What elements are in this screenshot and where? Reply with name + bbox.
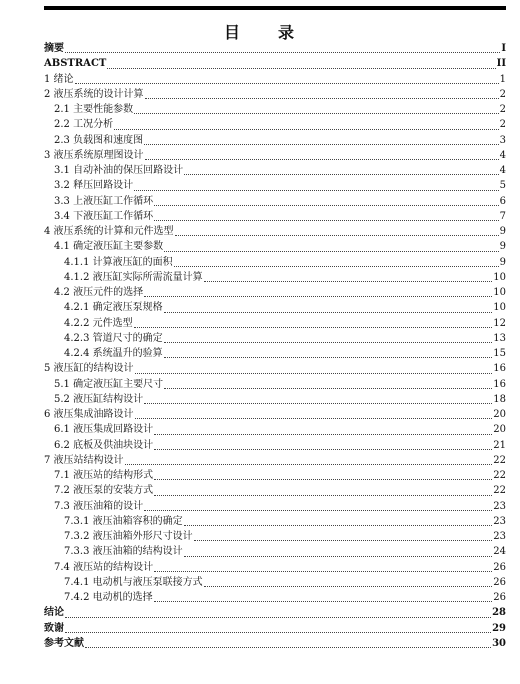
toc-leader-dots — [184, 555, 493, 557]
toc-leader-dots — [65, 631, 491, 633]
toc-leader-dots — [65, 51, 500, 53]
toc-leader-dots — [144, 509, 492, 511]
toc-entry[interactable] — [44, 178, 506, 193]
toc-entry-title: 6.1 液压集成回路设计 — [54, 424, 154, 436]
toc-entry[interactable] — [44, 56, 506, 71]
toc-entry-page: 9 — [499, 241, 506, 253]
toc-entry-page: 28 — [492, 607, 506, 619]
toc-entry-title: 3.1 自动补油的保压回路设计 — [54, 165, 184, 176]
toc-leader-dots — [175, 234, 499, 236]
toc-leader-dots — [107, 67, 495, 69]
toc-entry-page: 9 — [499, 226, 506, 237]
toc-entry-page: I — [501, 43, 506, 54]
toc-leader-dots — [154, 600, 493, 602]
toc-entry-title: 5.1 确定液压缸主要尺寸 — [54, 378, 164, 390]
toc-entry[interactable] — [44, 514, 506, 529]
toc-leader-dots — [164, 341, 493, 343]
toc-entry[interactable] — [44, 102, 506, 117]
table-of-contents — [44, 41, 506, 651]
toc-entry-page: 22 — [493, 470, 506, 481]
toc-leader-dots — [154, 219, 499, 221]
toc-entry[interactable] — [44, 468, 506, 483]
toc-leader-dots — [134, 112, 499, 114]
toc-entry-title: 7.1 液压站的结构形式 — [54, 470, 154, 481]
toc-entry-page: 23 — [493, 515, 506, 527]
toc-leader-dots — [125, 463, 493, 465]
toc-entry-title: 7.3.2 液压油箱外形尺寸设计 — [64, 531, 193, 542]
toc-entry-title: 致谢 — [44, 622, 64, 634]
toc-entry[interactable] — [44, 316, 506, 331]
toc-entry-title: 1 绪论 — [44, 73, 74, 85]
toc-entry[interactable] — [44, 87, 506, 102]
toc-entry-title: 7.3.1 液压油箱容积的确定 — [64, 515, 183, 527]
toc-entry-title: 4.1 确定液压缸主要参数 — [54, 241, 164, 253]
toc-leader-dots — [184, 524, 493, 526]
toc-entry-page: 12 — [493, 317, 506, 329]
toc-leader-dots — [135, 372, 493, 374]
toc-leader-dots — [204, 585, 493, 587]
toc-entry-page: II — [496, 58, 506, 70]
toc-entry[interactable] — [44, 117, 506, 132]
toc-leader-dots — [114, 128, 499, 130]
toc-entry-page: 15 — [493, 348, 506, 359]
toc-entry[interactable] — [44, 590, 506, 605]
toc-leader-dots — [85, 646, 491, 648]
toc-entry-title: 6 液压集成油路设计 — [44, 409, 134, 420]
toc-entry-title: 7.4 液压站的结构设计 — [54, 561, 154, 573]
toc-entry-title: 2.2 工况分析 — [54, 119, 114, 131]
toc-entry-page: 9 — [499, 256, 506, 268]
toc-entry-title: 7 液压站结构设计 — [44, 454, 124, 466]
toc-entry-title: 4.1.1 计算液压缸的面积 — [64, 256, 173, 268]
toc-leader-dots — [154, 433, 492, 435]
toc-entry[interactable] — [44, 499, 506, 514]
toc-entry-page: 24 — [493, 546, 506, 558]
toc-entry[interactable] — [44, 560, 506, 575]
toc-leader-dots — [184, 173, 499, 175]
toc-entry[interactable] — [44, 331, 506, 346]
toc-entry-page: 26 — [493, 576, 506, 588]
toc-entry[interactable] — [44, 255, 506, 270]
toc-leader-dots — [154, 204, 499, 206]
toc-entry-title: 4.2.2 元件选型 — [64, 317, 133, 329]
toc-entry-page: 20 — [493, 424, 506, 436]
toc-leader-dots — [145, 158, 499, 160]
toc-entry-title: 4.1.2 液压缸实际所需流量计算 — [64, 271, 203, 283]
toc-leader-dots — [154, 448, 492, 450]
toc-leader-dots — [144, 402, 492, 404]
toc-entry[interactable] — [44, 346, 506, 361]
toc-leader-dots — [194, 539, 493, 541]
toc-entry-title: 4.2 液压元件的选择 — [54, 287, 144, 298]
toc-entry-title: 4.2.3 管道尺寸的确定 — [64, 332, 163, 344]
toc-entry[interactable] — [44, 209, 506, 224]
toc-entry-page: 20 — [493, 409, 506, 420]
toc-entry-title: 3.4 下液压缸工作循环 — [54, 210, 154, 222]
title-char-right: 录 — [278, 23, 297, 42]
toc-leader-dots — [135, 417, 493, 419]
toc-leader-dots — [164, 387, 492, 389]
toc-entry-page: 18 — [493, 393, 506, 405]
toc-entry-title: 2.3 负载图和速度图 — [54, 134, 144, 146]
toc-entry-page: 2 — [499, 88, 506, 100]
toc-entry-title: 3 液压系统原理图设计 — [44, 149, 144, 161]
toc-entry[interactable] — [44, 453, 506, 468]
toc-entry-title: 7.3 液压油箱的设计 — [54, 500, 144, 512]
toc-entry[interactable] — [44, 163, 506, 178]
toc-entry[interactable] — [44, 361, 506, 376]
toc-entry-title: 6.2 底板及供油块设计 — [54, 439, 154, 451]
toc-entry[interactable] — [44, 300, 506, 315]
toc-entry-title: ABSTRACT — [44, 58, 107, 70]
toc-entry-title: 3.2 释压回路设计 — [54, 180, 134, 192]
toc-entry-page: 13 — [493, 332, 506, 344]
toc-entry-title: 3.3 上液压缸工作循环 — [54, 195, 154, 207]
toc-entry[interactable] — [44, 194, 506, 209]
toc-entry-page: 29 — [492, 622, 506, 634]
toc-entry[interactable] — [44, 605, 506, 620]
toc-entry-title: 5 液压缸的结构设计 — [44, 363, 134, 375]
toc-entry[interactable] — [44, 72, 506, 87]
toc-leader-dots — [154, 478, 492, 480]
toc-entry[interactable] — [44, 422, 506, 437]
toc-leader-dots — [154, 570, 492, 572]
toc-entry-title: 参考文献 — [44, 637, 84, 649]
toc-entry[interactable] — [44, 377, 506, 392]
toc-entry-page: 4 — [499, 165, 506, 176]
toc-entry-page: 10 — [493, 287, 506, 298]
toc-leader-dots — [65, 616, 491, 618]
toc-entry-title: 5.2 液压缸结构设计 — [54, 393, 144, 405]
toc-entry-title: 4.2.4 系统温升的验算 — [64, 348, 163, 359]
toc-entry-page: 4 — [499, 149, 506, 161]
toc-entry-title: 结论 — [44, 607, 64, 619]
toc-entry[interactable] — [44, 285, 506, 300]
toc-entry-title: 7.4.1 电动机与液压泵联接方式 — [64, 576, 203, 588]
toc-entry-title: 4.2.1 确定液压泵规格 — [64, 302, 163, 314]
toc-leader-dots — [164, 250, 499, 252]
toc-entry-page: 26 — [493, 561, 506, 573]
toc-leader-dots — [164, 311, 493, 313]
toc-entry-page: 21 — [493, 439, 506, 451]
toc-entry[interactable] — [44, 392, 506, 407]
toc-leader-dots — [154, 494, 492, 496]
toc-entry-title: 摘要 — [44, 43, 64, 54]
toc-entry-title: 7.2 液压泵的安装方式 — [54, 485, 154, 497]
toc-entry-title: 7.4.2 电动机的选择 — [64, 592, 153, 603]
toc-entry-title: 7.3.3 液压油箱的结构设计 — [64, 546, 183, 558]
toc-entry-page: 10 — [493, 302, 506, 314]
toc-entry-page: 2 — [499, 104, 506, 115]
toc-entry[interactable] — [44, 438, 506, 453]
toc-entry-page: 10 — [493, 271, 506, 283]
toc-entry[interactable] — [44, 621, 506, 636]
toc-entry[interactable] — [44, 529, 506, 544]
toc-entry[interactable] — [44, 575, 506, 590]
toc-entry[interactable] — [44, 224, 506, 239]
toc-entry[interactable] — [44, 544, 506, 559]
toc-entry-page: 3 — [499, 134, 506, 146]
toc-entry-page: 16 — [493, 378, 506, 390]
toc-entry-page: 30 — [492, 637, 506, 649]
title-char-left: 目 — [223, 23, 242, 42]
toc-entry-page: 5 — [499, 180, 506, 192]
toc-leader-dots — [174, 265, 499, 267]
toc-entry[interactable] — [44, 148, 506, 163]
toc-entry-page: 2 — [499, 119, 506, 131]
toc-entry-title: 2.1 主要性能参数 — [54, 104, 134, 115]
toc-leader-dots — [145, 97, 499, 99]
toc-entry[interactable] — [44, 133, 506, 148]
toc-entry[interactable] — [44, 636, 506, 651]
toc-entry-page: 16 — [493, 363, 506, 375]
toc-entry-page: 1 — [499, 73, 506, 85]
toc-entry-page: 22 — [493, 485, 506, 497]
toc-entry[interactable] — [44, 270, 506, 285]
toc-entry[interactable] — [44, 41, 506, 56]
toc-entry[interactable] — [44, 483, 506, 498]
toc-leader-dots — [144, 143, 499, 145]
toc-entry-page: 23 — [493, 531, 506, 542]
toc-leader-dots — [204, 280, 493, 282]
toc-entry-page: 23 — [493, 500, 506, 512]
toc-entry-page: 26 — [493, 592, 506, 603]
toc-leader-dots — [164, 356, 493, 358]
toc-leader-dots — [134, 189, 499, 191]
toc-entry-title: 2 液压系统的设计计算 — [44, 88, 144, 100]
toc-entry-page: 6 — [499, 195, 506, 207]
toc-entry[interactable] — [44, 407, 506, 422]
toc-leader-dots — [75, 82, 499, 84]
toc-leader-dots — [144, 295, 492, 297]
toc-entry-page: 22 — [493, 454, 506, 466]
top-rule — [44, 6, 506, 10]
toc-leader-dots — [134, 326, 493, 328]
page-title — [0, 20, 520, 43]
toc-entry-page: 7 — [499, 210, 506, 222]
toc-entry-title: 4 液压系统的计算和元件选型 — [44, 226, 174, 237]
toc-entry[interactable] — [44, 239, 506, 254]
